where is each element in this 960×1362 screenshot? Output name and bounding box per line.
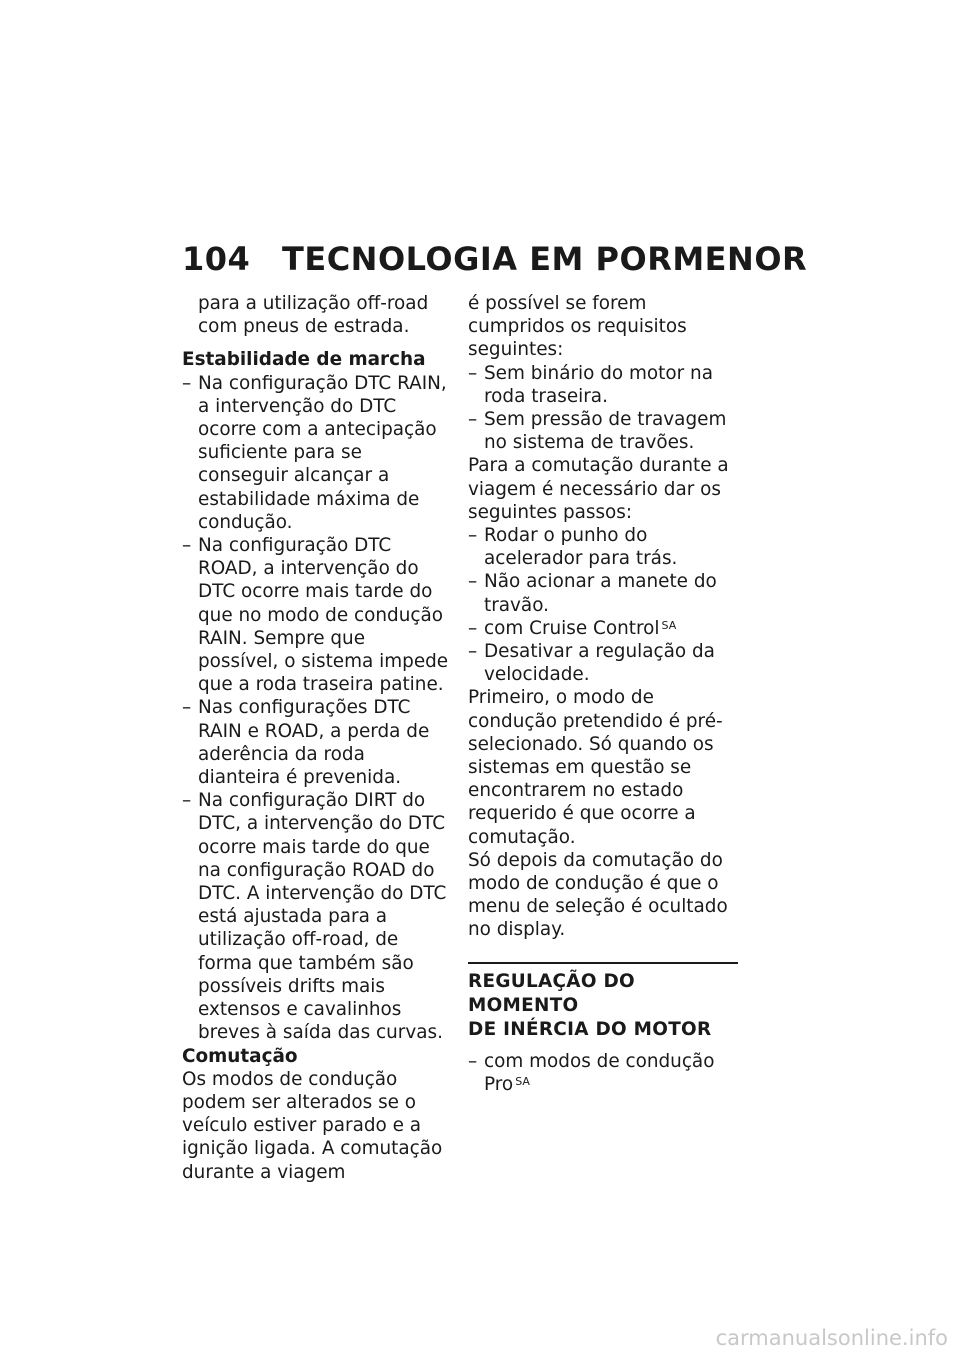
list-item: – Na configuração DTC RAIN, a intervenção do DTC ocorre com a antecipação suficiente para se conseguir alcançar a estabilidade máxima de condução. [182, 372, 447, 533]
modes-condition [468, 1050, 738, 1096]
list-item: – Desativar a regulação da velocidade. [468, 641, 715, 686]
list-item: – Na configuração DTC ROAD, a intervenção do DTC ocorre mais tarde do que no modo de condução RAIN. Sempre que possível, o sistema impede que a roda traseira patine. [182, 535, 449, 696]
stability-list [182, 372, 450, 1045]
left-column [182, 292, 450, 1184]
intro-continuation: para a utilização off-road com pneus de estrada. [198, 293, 429, 338]
list-item: – Não acionar a manete do travão. [468, 571, 717, 616]
watermark: carmanualsonline.info [715, 1326, 948, 1350]
final-paragraph-2: Só depois da comutação do modo de condução é que o menu de seleção é ocultado no display. [468, 849, 728, 941]
stability-heading: Estabilidade de marcha [182, 349, 426, 371]
list-item: – Na configuração DIRT do DTC, a intervenção do DTC ocorre mais tarde do que na configuração ROAD do DTC. A intervenção do DTC está ajustada para a utilização off-road, de forma que também são possíveis drifts mais extensos e cavalinhos breves à saída das curvas. [182, 790, 447, 1044]
switching-heading: Comutação [182, 1045, 298, 1067]
page-header [182, 240, 808, 280]
section-heading: REGULAÇÃO DO MOMENTO DE INÉRCIA DO MOTOR [468, 970, 712, 1040]
final-paragraph-1: Primeiro, o modo de condução pretendido é pré-selecionado. Só quando os sistemas em questão se encontrarem no estado requerido é que ocorre a comutação. [468, 687, 723, 848]
list-item: – com Cruise Control $^{SA}$ [468, 617, 677, 639]
switching-text: Os modos de condução podem ser alterados se o veículo estiver parado e a ignição ligada. A comutação durante a viagem [182, 1068, 443, 1183]
list-item: – Nas configurações DTC RAIN e ROAD, a perda de aderência da roda dianteira é prevenida. [182, 697, 430, 789]
sa-marker: SA [661, 618, 677, 632]
page-number: 104 [182, 240, 251, 278]
requirements-intro: é possível se forem cumpridos os requisitos seguintes: [468, 293, 687, 361]
steps-list [468, 524, 738, 617]
list-item: – Sem binário do motor na roda traseira. [468, 362, 713, 407]
page-title: TECNOLOGIA EM PORMENOR [282, 240, 808, 278]
list-item: – com modos de condução Pro $^{SA}$ [468, 1050, 715, 1095]
section-divider [468, 962, 738, 964]
cruise-condition [468, 617, 738, 640]
list-item: – Sem pressão de travagem no sistema de travões. [468, 409, 727, 454]
requirements-list [468, 362, 738, 455]
list-item: – Rodar o punho do acelerador para trás. [468, 525, 678, 570]
cruise-list [468, 640, 738, 686]
right-column [468, 292, 738, 1096]
sa-marker: SA [515, 1074, 530, 1088]
steps-intro: Para a comutação durante a viagem é necessário dar os seguintes passos: [468, 455, 729, 523]
